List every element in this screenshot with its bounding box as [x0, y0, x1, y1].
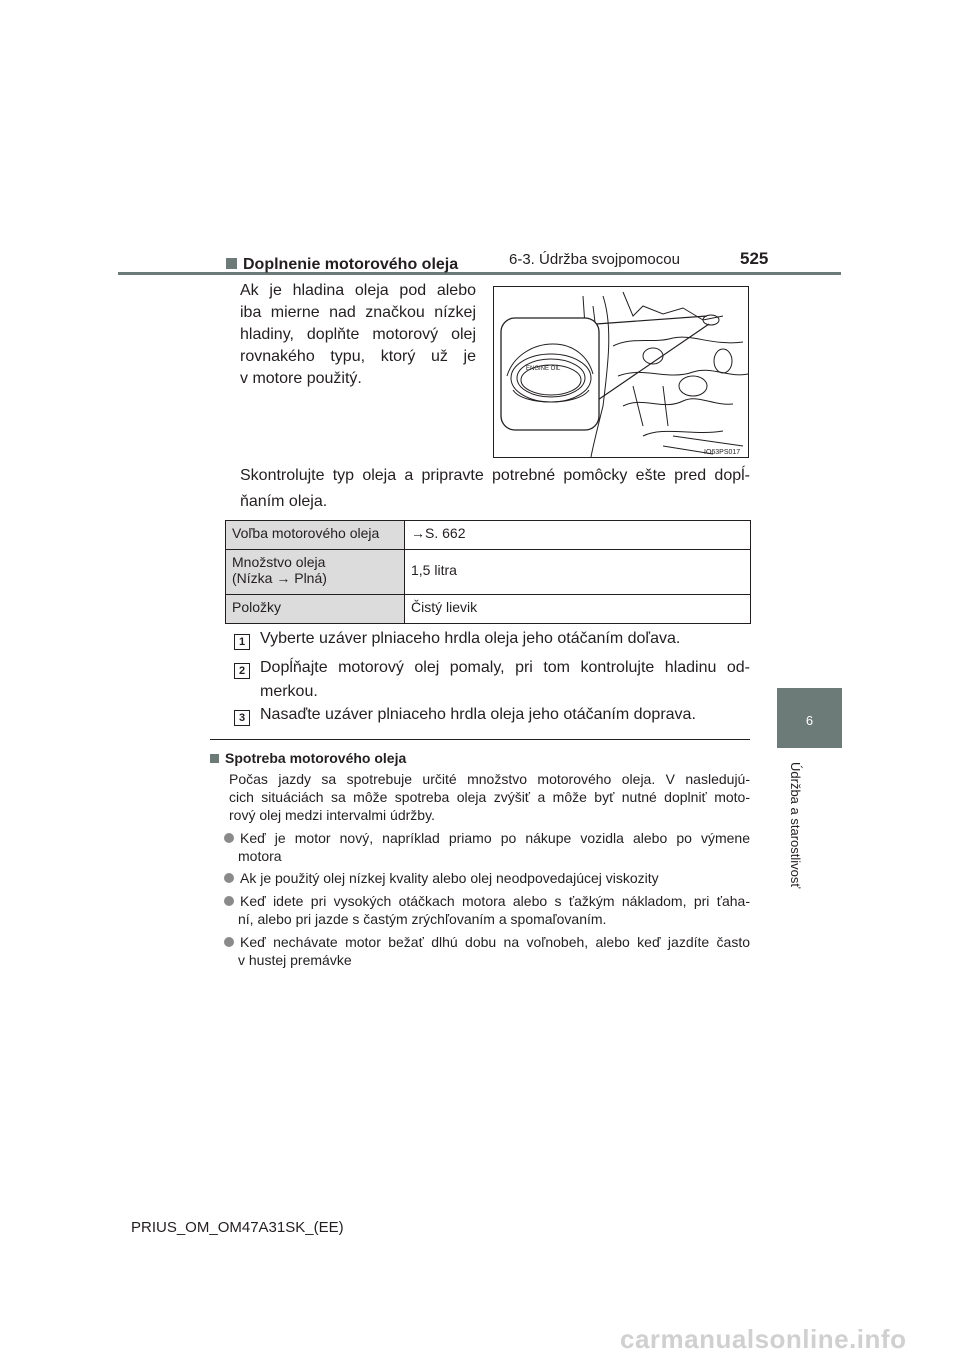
table-value: →S. 662: [405, 521, 751, 550]
bullet-icon: [224, 873, 234, 883]
bullet-line: ní, alebo pri jazde s častým zrýchľovaním a spomaľovaním.: [238, 911, 607, 927]
intro-line: v motore použitý.: [240, 370, 362, 387]
note-rule: [210, 739, 750, 740]
section-title: 6-3. Údržba svojpomocou: [509, 251, 680, 268]
table-key: Položky: [226, 595, 405, 624]
note-bullet: [224, 933, 750, 969]
chapter-label: Údržba a starostlivosť: [788, 762, 803, 889]
note-line: cich situáciách sa môže spotreba oleja zvýšiť a môže byť nutné doplniť moto-: [229, 789, 750, 805]
heading-text: Doplnenie motorového oleja: [243, 256, 459, 273]
step-number-box: [234, 708, 250, 726]
figure-code: IO63PS017: [704, 449, 741, 456]
square-bullet-icon: [226, 258, 237, 269]
step-number-box: [234, 661, 250, 679]
intro-line: rovnakého typu, ktorý už je: [240, 348, 476, 365]
bullet-line: motora: [238, 848, 282, 864]
cap-label: ENGINE OIL: [526, 366, 561, 372]
step-number-box: [234, 632, 250, 650]
step-text: Nasaďte uzáver plniaceho hrdla oleja jeho otáčaním doprava.: [260, 706, 696, 723]
bullet-line: Keď nechávate motor bežať dlhú dobu na voľnobeh, alebo keď jazdíte často: [240, 934, 750, 950]
step-line: Dopĺňajte motorový olej pomaly, pri tom kontrolujte hladinu od-: [260, 659, 750, 676]
step-number: 2: [234, 663, 250, 679]
table-key: Voľba motorového oleja: [226, 521, 405, 550]
note-bullet: [224, 892, 750, 928]
step-text: Vyberte uzáver plniaceho hrdla oleja jeho otáčaním doľava.: [260, 630, 681, 647]
table-key-line: Množstvo oleja: [232, 554, 326, 570]
table-key: [226, 550, 405, 595]
note-line: rový olej medzi intervalmi údržby.: [229, 807, 435, 823]
chapter-tab[interactable]: [777, 688, 842, 748]
check-line: ňaním oleja.: [240, 493, 328, 510]
note-paragraph: [229, 770, 750, 824]
intro-paragraph: [240, 280, 476, 390]
table-key-line: (Nízka → Plná): [232, 570, 327, 586]
bullet-line: Keď je motor nový, napríklad priamo po nákupe vozidla alebo po výmene: [240, 830, 750, 846]
table-value-text: 1,5 litra: [411, 562, 457, 578]
engine-oil-cap-figure: [493, 286, 749, 458]
page-number: 525: [740, 249, 769, 268]
square-bullet-icon: [210, 754, 219, 763]
table-row: [226, 595, 751, 624]
note-heading: [210, 750, 406, 766]
table-row: [226, 521, 751, 550]
section-heading: [226, 256, 458, 274]
oil-spec-table: [225, 520, 751, 624]
note-bullet: [224, 829, 750, 865]
check-line: Skontrolujte typ oleja a pripravte potrebné pomôcky ešte pred dopĺ-: [240, 467, 750, 484]
bullet-icon: [224, 937, 234, 947]
engine-bay-illustration: [493, 286, 749, 458]
bullet-line: v hustej premávke: [238, 952, 352, 968]
table-value: [405, 550, 751, 595]
step-number: 3: [234, 710, 250, 726]
chapter-number: 6: [805, 713, 814, 728]
intro-line: Ak je hladina oleja pod alebo: [240, 282, 476, 299]
bullet-icon: [224, 833, 234, 843]
check-paragraph: [240, 465, 750, 513]
note-bullet: [224, 869, 750, 887]
bullet-line: Ak je použitý olej nízkej kvality alebo olej neodpovedajúcej viskozity: [240, 870, 659, 886]
step-number: 1: [234, 634, 250, 650]
note-line: Počas jazdy sa spotrebuje určité množstvo motorového oleja. V nasledujú-: [229, 771, 750, 787]
intro-line: hladiny, doplňte motorový olej: [240, 326, 476, 343]
intro-line: iba mierne nad značkou nízkej: [240, 304, 476, 321]
watermark: carmanualsonline.info: [620, 1324, 907, 1354]
step-text: [260, 657, 750, 703]
document-code: PRIUS_OM_OM47A31SK_(EE): [131, 1219, 344, 1236]
table-value: Čistý lievik: [405, 595, 751, 624]
bullet-icon: [224, 896, 234, 906]
note-heading-text: Spotreba motorového oleja: [225, 750, 407, 766]
step-line: merkou.: [260, 683, 318, 700]
bullet-line: Keď idete pri vysokých otáčkach motora alebo s ťažkým nákladom, pri ťaha-: [240, 893, 750, 909]
table-row: [226, 550, 751, 595]
